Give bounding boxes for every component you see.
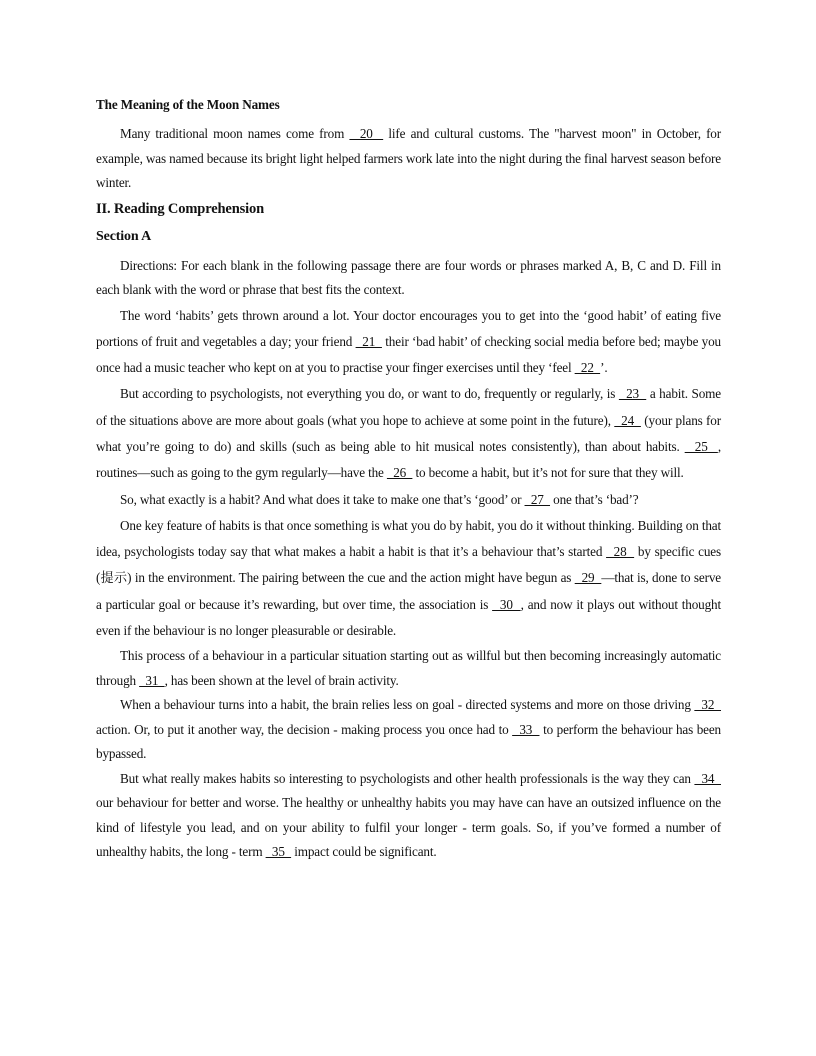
- passage-paragraph-7: But what really makes habits so interesting to psychologists and other health professionals is the way they can 34 our behaviour for better and worse. The healthy or unhealthy habits you may have can have an outsized influence on the kind of lifestyle you lead, and on your ability to fulfil your longer - term goals. So, if you’ve formed a number of unhealthy habits, the long - term 35 impact could be significant.: [96, 770, 721, 860]
- passage-paragraph-3: So, what exactly is a habit? And what does it take to make one that’s ‘good’ or 27 one that’s ‘bad’?: [120, 491, 639, 507]
- blank-30: 30: [492, 596, 521, 612]
- blank-29: 29: [574, 570, 602, 586]
- passage-paragraph-4: One key feature of habits is that once something is what you do by habit, you do it without thinking. Building on that idea, psychologists today say that what makes a habit a habit is that it’s a behaviour that’s started 28 by specific cues (提示) in the environment. The pairing between the cue and the action might have begun as 29 —that is, done to serve a particular goal or because it’s rewarding, but over time, the association is 30 , and now it plays out without thought even if the behaviour is no longer pleasurable or desirable.: [96, 517, 721, 639]
- directions-paragraph: Directions: For each blank in the following passage there are four words or phrases marked A, B, C and D. Fill in each blank with the word or phrase that best fits the context.: [96, 257, 721, 297]
- moon-names-paragraph: Many traditional moon names come from 20 life and cultural customs. The "harvest moon" in October, for example, was named because its bright light helped farmers work late into the night during the final harvest season before winter.: [96, 126, 721, 190]
- passage-paragraph-5: This process of a behaviour in a particular situation starting out as willful but then becoming increasingly automatic through 31 , has been shown at the level of brain activity.: [96, 648, 721, 688]
- blank-35: 35: [265, 844, 292, 860]
- moon-names-title: The Meaning of the Moon Names: [96, 97, 280, 112]
- blank-23: 23: [618, 386, 647, 402]
- blank-31: 31: [139, 672, 165, 688]
- passage-paragraph-6: When a behaviour turns into a habit, the brain relies less on goal - directed systems and more on those driving 32 action. Or, to put it another way, the decision - making process you once had to 33 to perform the behaviour has been bypassed.: [96, 697, 721, 762]
- blank-20: 20: [349, 126, 384, 141]
- blank-22: 22: [574, 360, 601, 376]
- blank-33: 33: [512, 721, 540, 737]
- passage-paragraph-1: The word ‘habits’ gets thrown around a lot. Your doctor encourages you to get into the ‘good habit’ of eating five portions of fruit and vegetables a day; your friend 21 their ‘bad habit’ of checking social media before bed; maybe you once had a music teacher who kept on at you to practise your finger exercises until they ‘feel 22 ’.: [96, 307, 722, 376]
- passage-paragraph-2: But according to psychologists, not everything you do, or want to do, frequently or regularly, is 23 a habit. Some of the situations above are more about goals (what you hope to achieve at some point in the future), 24 (your plans for what you’re going to do) and skills (such as being able to hit musical notes consistently), than about habits. 25 , routines—such as going to the gym regularly—have the 26 to become a habit, but it’s not for sure that they will.: [96, 386, 721, 481]
- blank-24: 24: [614, 412, 641, 428]
- blank-27: 27: [524, 491, 551, 507]
- blank-26: 26: [386, 465, 413, 481]
- blank-34: 34: [694, 770, 721, 786]
- blank-32: 32: [694, 697, 721, 713]
- section-heading: II. Reading Comprehension: [96, 200, 264, 217]
- blank-21: 21: [355, 333, 382, 349]
- document-page: [96, 96, 721, 865]
- subsection-heading: Section A: [96, 228, 152, 244]
- blank-28: 28: [606, 544, 635, 560]
- blank-25: 25: [684, 438, 718, 454]
